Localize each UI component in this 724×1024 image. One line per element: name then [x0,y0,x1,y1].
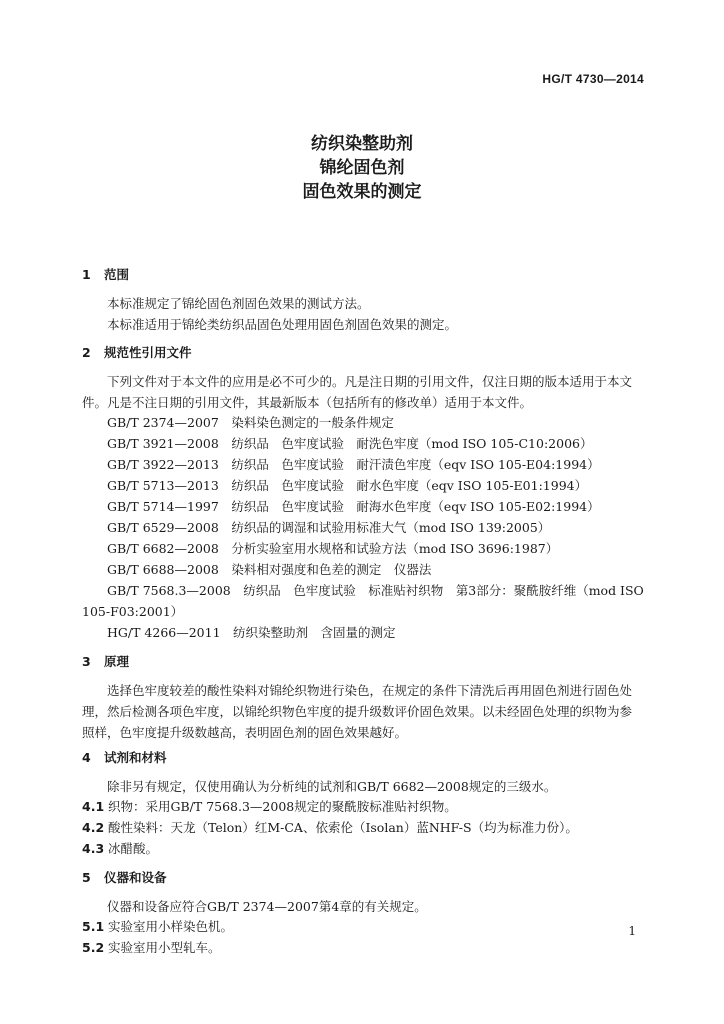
section-number: 3 [82,654,91,669]
section-title: 试剂和材料 [104,750,167,765]
section-title: 范围 [104,267,130,282]
section-5-intro: 仪器和设备应符合GB/T 2374—2007第4章的有关规定。 [107,899,427,914]
section-1-heading [82,265,129,283]
reference-item: GB/T 3921—2008 纺织品 色牢度试验 耐洗色牢度（mod ISO 105-C10:2006） [107,436,593,451]
clause-4-1 [82,797,457,815]
clause-text: 酸性染料：天龙（Telon）红M-CA、依索伦（Isolan）蓝NHF-S（均为标准力份）。 [108,820,578,835]
clause-text: 冰醋酸。 [108,841,159,856]
body-line: 选择色牢度较差的酸性染料对锦纶织物进行染色，在规定的条件下清洗后再用固色剂进行固色处 [107,683,633,698]
section-5-heading [82,868,167,886]
section-number: 5 [82,870,91,885]
clause-number: 5.2 [82,940,105,955]
clause-text: 实验室用小型轧车。 [108,940,221,955]
reference-item: GB/T 5714—1997 纺织品 色牢度试验 耐海水色牢度（eqv ISO 105-E02:1994） [107,499,600,514]
section-number: 2 [82,345,91,360]
body-line: 理，然后检测各项色牢度，以锦纶织物色牢度的提升级数评价固色效果。以未经固色处理的织物为参 [82,704,633,719]
page-number: 1 [628,924,636,938]
clause-text: 织物：采用GB/T 7568.3—2008规定的聚酰胺标准贴衬织物。 [108,799,457,814]
intro-line: 件。凡是不注日期的引用文件，其最新版本（包括所有的修改单）适用于本文件。 [82,395,533,410]
reference-item: GB/T 6688—2008 染料相对强度和色差的测定 仪器法 [107,562,432,577]
reference-item: GB/T 3922—2013 纺织品 色牢度试验 耐汗渍色牢度（eqv ISO 105-E04:1994） [107,457,600,472]
section-title: 仪器和设备 [104,870,167,885]
section-2-heading [82,343,192,361]
section-3-heading [82,652,129,670]
title-line-2: 锦纶固色剂 [319,158,405,178]
clause-5-1 [82,917,233,935]
clause-number: 5.1 [82,919,105,934]
section-4-heading [82,748,167,766]
section-3-body [82,680,647,743]
section-1-para-1: 本标准规定了锦纶固色剂固色效果的测试方法。 [107,296,370,311]
section-2-intro [82,371,647,413]
section-title: 原理 [104,654,130,669]
title-line-3: 固色效果的测定 [302,182,422,202]
reference-item-continuation: 105-F03:2001） [82,604,184,619]
reference-item: GB/T 6682—2008 分析实验室用水规格和试验方法（mod ISO 3696:1987） [107,541,559,556]
clause-number: 4.3 [82,841,105,856]
reference-item: GB/T 2374—2007 染料染色测定的一般条件规定 [107,415,394,430]
section-title: 规范性引用文件 [104,345,192,360]
standard-number: HG/T 4730—2014 [542,72,644,86]
intro-line: 下列文件对于本文件的应用是必不可少的。凡是注日期的引用文件，仅注日期的版本适用于本文 [107,374,633,389]
title-line-1: 纺织染整助剂 [311,134,413,154]
clause-5-2 [82,938,221,956]
reference-item: GB/T 5713—2013 纺织品 色牢度试验 耐水色牢度（eqv ISO 105-E01:1994） [107,478,588,493]
section-4-intro: 除非另有规定，仅使用确认为分析纯的试剂和GB/T 6682—2008规定的三级水。 [107,779,557,794]
reference-item: HG/T 4266—2011 纺织染整助剂 含固量的测定 [107,625,396,640]
section-number: 1 [82,267,91,282]
clause-4-2 [82,818,578,836]
section-number: 4 [82,750,91,765]
document-title [0,132,724,204]
clause-number: 4.2 [82,820,105,835]
body-line: 照样，色牢度提升级数越高，表明固色剂的固色效果越好。 [82,725,408,740]
clause-4-3 [82,839,158,857]
clause-number: 4.1 [82,799,105,814]
reference-item: GB/T 6529—2008 纺织品的调湿和试验用标准大气（mod ISO 139:2005） [107,520,551,535]
reference-item: GB/T 7568.3—2008 纺织品 色牢度试验 标准贴衬织物 第3部分：聚酰胺纤维（mod ISO [107,583,644,598]
clause-text: 实验室用小样染色机。 [108,919,234,934]
section-1-para-2: 本标准适用于锦纶类纺织品固色处理用固色剂固色效果的测定。 [107,317,458,332]
